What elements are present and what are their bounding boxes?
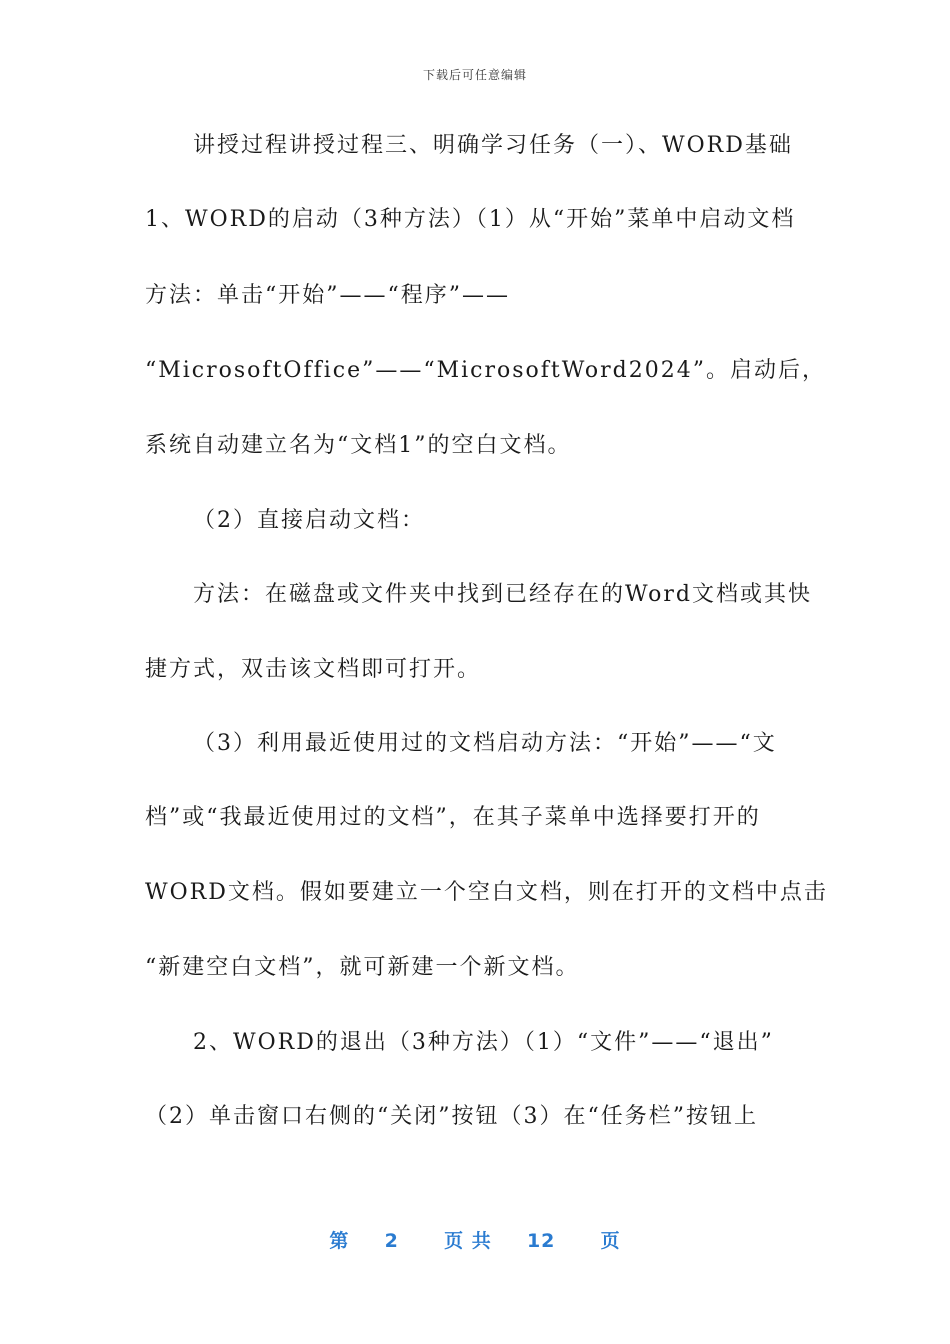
current-page-number: 2 <box>384 1230 399 1252</box>
paragraph-line: 方法：在磁盘或文件夹中找到已经存在的Word文档或其快 <box>193 582 812 607</box>
paragraph-line: 捷方式，双击该文档即可打开。 <box>145 657 482 682</box>
page-footer <box>0 1226 950 1253</box>
paragraph-line: 方法：单击“开始”——“程序”—— <box>145 283 510 308</box>
footer-prefix: 第 <box>329 1230 350 1252</box>
paragraph-line: 档”或“我最近使用过的文档”，在其子菜单中选择要打开的 <box>145 805 761 830</box>
paragraph-line: 2、WORD的退出（3种方法）（1）“文件”——“退出” <box>193 1030 774 1055</box>
footer-middle: 页 共 <box>444 1230 492 1252</box>
total-pages-number: 12 <box>526 1230 556 1252</box>
paragraph-line: WORD文档。假如要建立一个空白文档，则在打开的文档中点击 <box>145 880 828 905</box>
paragraph-line: 系统自动建立名为“文档1”的空白文档。 <box>145 433 572 458</box>
paragraph-line: “MicrosoftOffice”——“MicrosoftWord2024”。启动后， <box>145 358 826 383</box>
paragraph-line: （2）单击窗口右侧的“关闭”按钮（3）在“任务栏”按钮上 <box>145 1104 758 1129</box>
paragraph-line: 讲授过程讲授过程三、明确学习任务（一）、WORD基础 <box>193 133 793 158</box>
paragraph-line: “新建空白文档”，就可新建一个新文档。 <box>145 955 580 980</box>
paragraph-line: （2）直接启动文档： <box>193 508 425 533</box>
paragraph-line: （3）利用最近使用过的文档启动方法：“开始”——“文 <box>193 731 777 756</box>
footer-suffix: 页 <box>600 1230 621 1252</box>
header-note: 下载后可任意编辑 <box>422 68 527 82</box>
paragraph-line: 1、WORD的启动（3种方法）（1）从“开始”菜单中启动文档 <box>145 207 796 232</box>
